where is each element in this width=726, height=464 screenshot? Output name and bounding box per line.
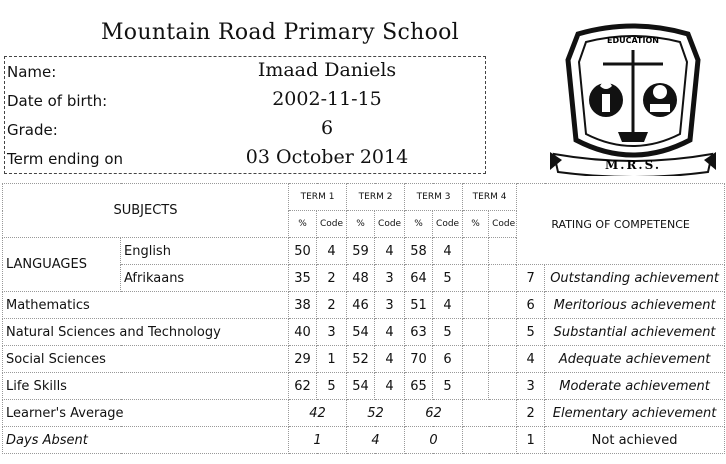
empty-cell [463, 427, 517, 454]
empty-cell [463, 346, 489, 373]
table-row [3, 319, 725, 346]
logo-banner-text: M.R.S. [604, 158, 662, 172]
code-cell: 5 [317, 373, 347, 400]
rating-text: Not achieved [545, 427, 725, 454]
term-row [7, 146, 483, 174]
name-label: Name: [7, 63, 57, 81]
code-cell: 2 [317, 265, 347, 292]
pct-header: % [405, 211, 433, 238]
score-cell: 35 [289, 265, 317, 292]
school-crest-logo [548, 20, 718, 176]
score-cell: 65 [405, 373, 433, 400]
average-value: 62 [405, 400, 463, 427]
subject-name: Life Skills [3, 373, 289, 400]
average-label: Learner's Average [3, 400, 289, 427]
code-cell: 2 [317, 292, 347, 319]
rating-text: Adequate achievement [545, 346, 725, 373]
average-value: 52 [347, 400, 405, 427]
rating-code: 5 [517, 319, 545, 346]
score-cell: 63 [405, 319, 433, 346]
rating-code: 1 [517, 427, 545, 454]
empty-cell [463, 292, 489, 319]
empty-cell [489, 346, 517, 373]
logo-top-text: EDUCATION [607, 36, 659, 45]
table-row [3, 373, 725, 400]
empty-cell [463, 319, 489, 346]
name-row [7, 59, 483, 87]
code-cell: 5 [433, 319, 463, 346]
rating-code: 7 [517, 265, 545, 292]
empty-cell [463, 238, 489, 265]
code-cell: 4 [433, 292, 463, 319]
dob-label: Date of birth: [7, 92, 108, 110]
score-cell: 64 [405, 265, 433, 292]
rating-text: Meritorious achievement [545, 292, 725, 319]
score-cell: 52 [347, 346, 375, 373]
grade-value: 6 [320, 117, 334, 139]
absent-value: 4 [347, 427, 405, 454]
average-row [3, 400, 725, 427]
rating-code: 3 [517, 373, 545, 400]
school-name: Mountain Road Primary School [100, 20, 460, 45]
code-cell: 4 [375, 319, 405, 346]
score-cell: 38 [289, 292, 317, 319]
learner-info-box [4, 56, 486, 174]
term-label: Term ending on [7, 150, 124, 168]
code-cell: 1 [317, 346, 347, 373]
term3-header: TERM 3 [405, 184, 463, 211]
code-cell: 3 [317, 319, 347, 346]
empty-cell [463, 373, 489, 400]
dob-value: 2002-11-15 [272, 88, 382, 110]
empty-cell [489, 265, 517, 292]
code-header: Code [433, 211, 463, 238]
score-cell: 29 [289, 346, 317, 373]
absent-label: Days Absent [3, 427, 289, 454]
name-value: Imaad Daniels [257, 59, 397, 81]
score-cell: 62 [289, 373, 317, 400]
absent-value: 1 [289, 427, 347, 454]
term2-header: TERM 2 [347, 184, 405, 211]
score-cell: 46 [347, 292, 375, 319]
subject-name: Social Sciences [3, 346, 289, 373]
table-row [3, 346, 725, 373]
code-header: Code [317, 211, 347, 238]
absent-value: 0 [405, 427, 463, 454]
rating-header: RATING OF COMPETENCE [517, 184, 725, 265]
empty-cell [489, 373, 517, 400]
code-header: Code [375, 211, 405, 238]
rating-text: Outstanding achievement [545, 265, 725, 292]
code-cell: 4 [375, 373, 405, 400]
empty-cell [489, 238, 517, 265]
rating-code: 6 [517, 292, 545, 319]
subjects-header: SUBJECTS [3, 184, 289, 238]
subject-name: English [121, 238, 289, 265]
rating-text: Substantial achievement [545, 319, 725, 346]
rating-code: 2 [517, 400, 545, 427]
score-cell: 54 [347, 373, 375, 400]
term-value: 03 October 2014 [245, 146, 409, 168]
subject-name: Natural Sciences and Technology [3, 319, 289, 346]
code-cell: 4 [317, 238, 347, 265]
code-cell: 5 [433, 265, 463, 292]
table-row [3, 292, 725, 319]
empty-cell [489, 292, 517, 319]
languages-label: LANGUAGES [3, 238, 121, 292]
code-cell: 3 [375, 292, 405, 319]
dob-row [7, 88, 483, 116]
code-cell: 4 [375, 346, 405, 373]
report-table [2, 183, 725, 454]
score-cell: 50 [289, 238, 317, 265]
code-cell: 6 [433, 346, 463, 373]
empty-cell [463, 265, 489, 292]
empty-cell [463, 400, 517, 427]
score-cell: 51 [405, 292, 433, 319]
subject-name: Afrikaans [121, 265, 289, 292]
rating-text: Moderate achievement [545, 373, 725, 400]
code-cell: 3 [375, 265, 405, 292]
rating-code: 4 [517, 346, 545, 373]
pct-header: % [289, 211, 317, 238]
code-cell: 5 [433, 373, 463, 400]
score-cell: 54 [347, 319, 375, 346]
grade-label: Grade: [7, 121, 58, 139]
subject-name: Mathematics [3, 292, 289, 319]
grade-row [7, 117, 483, 145]
absent-row [3, 427, 725, 454]
code-header: Code [489, 211, 517, 238]
rating-text: Elementary achievement [545, 400, 725, 427]
average-value: 42 [289, 400, 347, 427]
pct-header: % [347, 211, 375, 238]
term1-header: TERM 1 [289, 184, 347, 211]
code-cell: 4 [433, 238, 463, 265]
pct-header: % [463, 211, 489, 238]
code-cell: 4 [375, 238, 405, 265]
score-cell: 59 [347, 238, 375, 265]
term4-header: TERM 4 [463, 184, 517, 211]
score-cell: 48 [347, 265, 375, 292]
empty-cell [489, 319, 517, 346]
score-cell: 70 [405, 346, 433, 373]
score-cell: 40 [289, 319, 317, 346]
score-cell: 58 [405, 238, 433, 265]
